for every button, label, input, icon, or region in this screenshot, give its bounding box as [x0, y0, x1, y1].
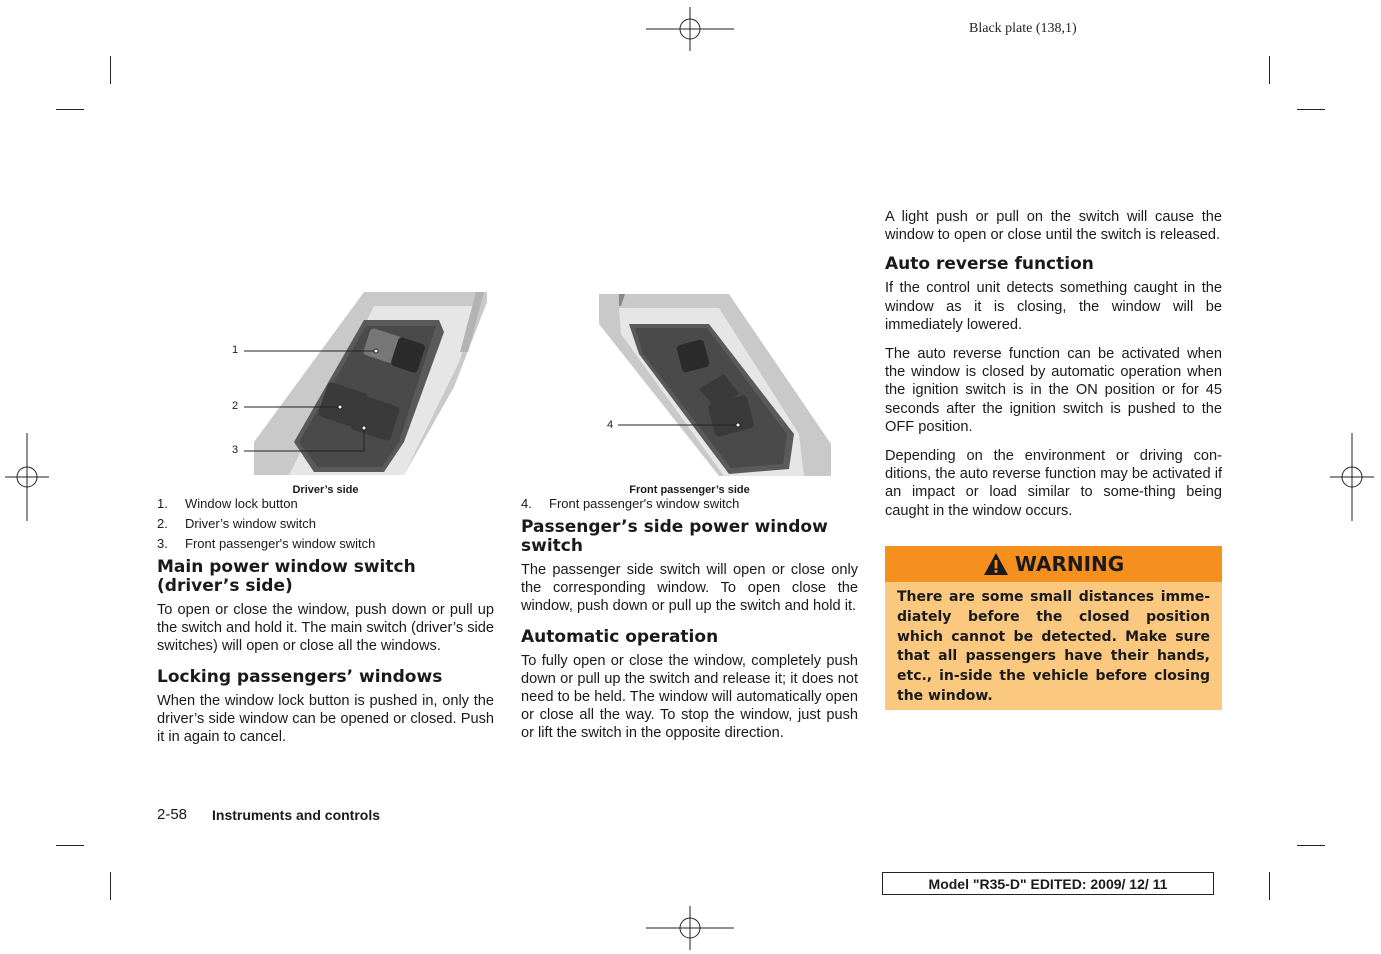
crop-mark [1297, 109, 1325, 110]
body-paragraph: Depending on the environment or driving con-ditions, the auto reverse function may be activated if an impact or load similar to some-thing being caught in the window occurs. [885, 448, 1222, 519]
section-title: Instruments and controls [212, 807, 381, 823]
callout-number: 4 [607, 419, 614, 431]
column-2 [521, 518, 858, 743]
plate-label: Black plate (138,1) [969, 21, 1077, 36]
registration-mark-top [646, 7, 734, 51]
callout-number: 3 [232, 444, 239, 456]
figure-caption-driver: Driver’s side [292, 484, 359, 496]
body-paragraph: If the control unit detects something caught in the window as it is closing, the window will be immediately lowered. [885, 280, 1222, 333]
column-3 [885, 208, 1222, 520]
body-paragraph: The passenger side switch will open or close only the corresponding window. To open close the window, push down or pull up the switch and hold it. [521, 562, 858, 615]
crop-mark [56, 109, 84, 110]
crop-mark [1269, 872, 1270, 900]
crop-mark [1269, 56, 1270, 84]
legend-item [157, 534, 375, 554]
figure-legend-driver [157, 494, 375, 554]
body-paragraph: A light push or pull on the switch will cause the window to open or close until the switch is released. [885, 209, 1222, 244]
registration-mark-bottom [646, 906, 734, 950]
column-1 [157, 558, 494, 746]
legend-text: Driver’s window switch [185, 516, 316, 531]
body-paragraph: To open or close the window, push down or pull up the switch and hold it. The main switch (driver’s side switches) will open or close all the windows. [157, 602, 494, 655]
legend-number: 1. [157, 496, 168, 511]
figure-legend-passenger [521, 494, 739, 514]
crop-mark [1297, 845, 1325, 846]
body-paragraph: To fully open or close the window, completely push down or pull up the switch and release it; it does not need to be held. The window will automatically open or close all the way. To stop the window, just push or lift the switch in the opposite direction. [521, 652, 858, 742]
legend-text: Front passenger's window switch [549, 496, 740, 511]
legend-item [157, 494, 375, 514]
warning-title: WARNING [1014, 552, 1125, 576]
legend-text: Front passenger's window switch [185, 536, 376, 551]
warning-text: There are some small distances imme-diately before the closed position which cannot be detected. Make sure that all passengers have their hands, etc., in-side the vehicle before closing the window. [897, 589, 1210, 704]
legend-item [521, 494, 739, 514]
crop-mark [110, 56, 111, 84]
callout-leader-lines [614, 420, 744, 430]
passenger-side-switch-illustration [599, 294, 831, 476]
warning-box [885, 546, 1222, 710]
section-heading: Locking passengers’ windows [157, 666, 443, 687]
callout-number: 1 [232, 344, 239, 356]
figure-caption-passenger: Front passenger’s side [629, 484, 750, 496]
callout-number: 2 [232, 400, 239, 412]
legend-number: 2. [157, 516, 168, 531]
legend-number: 3. [157, 536, 168, 551]
body-paragraph: The auto reverse function can be activated when the window is closed by automatic operation when the ignition switch is in the ON position or for 45 seconds after the ignition switch is pushed to the OFF position. [885, 346, 1222, 435]
warning-triangle-icon [983, 552, 1009, 576]
warning-header [885, 546, 1222, 582]
registration-mark-left [5, 433, 49, 521]
section-heading: Passenger’s side power window switch [521, 517, 828, 556]
page-number: 2-58 [157, 806, 188, 823]
registration-mark-right [1330, 433, 1374, 521]
body-paragraph: When the window lock button is pushed in, only the driver’s side window can be opened or closed. Push it in again to cancel. [157, 692, 494, 746]
section-heading: Automatic operation [521, 626, 719, 647]
crop-mark [56, 845, 84, 846]
section-heading: Auto reverse function [885, 254, 1094, 275]
callout-leader-lines [240, 340, 380, 455]
section-heading: Main power window switch (driver’s side) [157, 557, 416, 596]
model-edit-stamp: Model "R35-D" EDITED: 2009/ 12/ 11 [882, 872, 1214, 895]
crop-mark [110, 872, 111, 900]
legend-item [157, 514, 375, 534]
legend-number: 4. [521, 496, 532, 511]
legend-text: Window lock button [185, 496, 298, 511]
